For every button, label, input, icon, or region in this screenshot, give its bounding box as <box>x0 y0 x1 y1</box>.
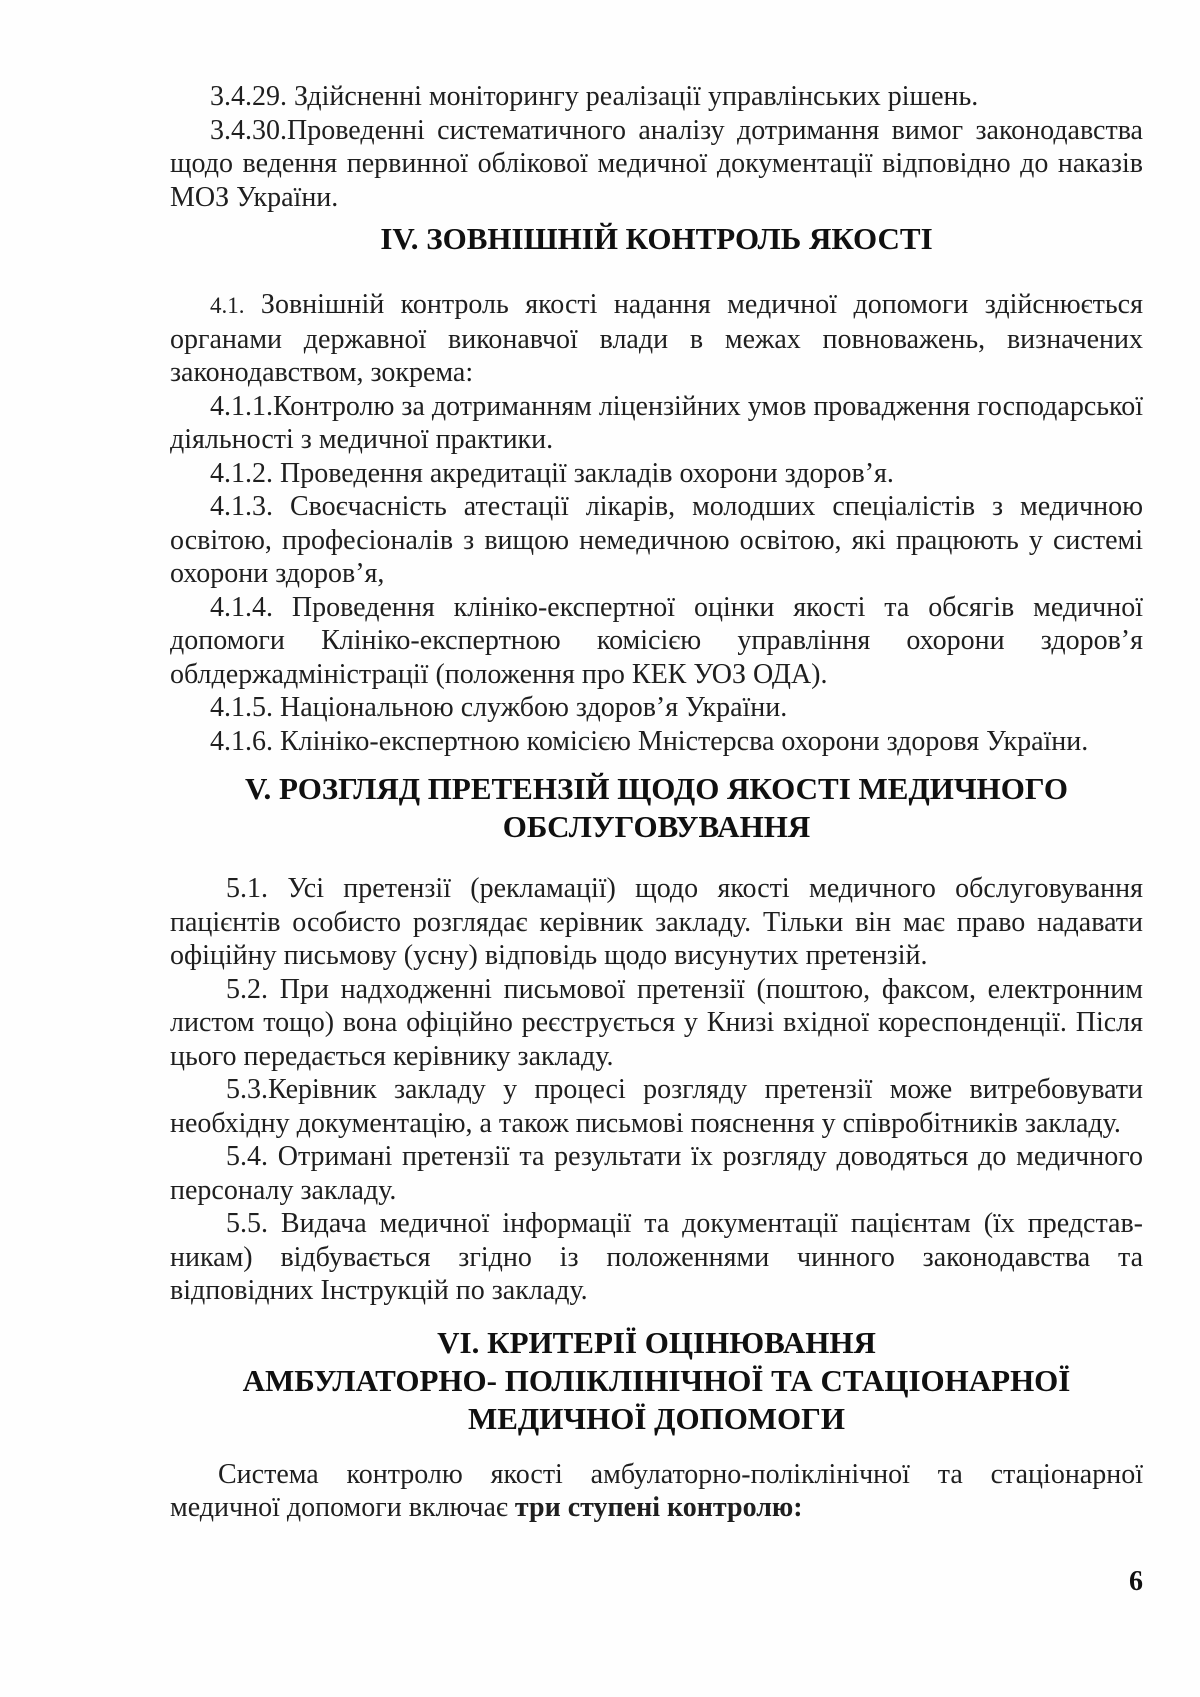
section-vi-heading-line-2: АМБУЛАТОРНО- ПОЛІКЛІНІЧНОЇ ТА СТАЦІОНАРНОЇ <box>242 1362 1071 1398</box>
section-vi-intro-bold-text: три ступені контролю: <box>514 1492 803 1523</box>
clause-4-1-5: 4.1.5. Національною службою здоров’я України. <box>210 692 788 723</box>
section-iv-heading: IV. ЗОВНІШНІЙ КОНТРОЛЬ ЯКОСТІ <box>380 221 933 256</box>
clause-5-4: 5.4. Отримані претензії та результати їх розгляду доводяться до медичного персоналу закладу. <box>170 1141 1143 1206</box>
clause-4-1-6: 4.1.6. Клініко-експертною комісією Мністерсва охорони здоровя України. <box>210 725 1089 757</box>
section-v-heading <box>170 770 1143 846</box>
clause-4-1 <box>170 288 1143 390</box>
section-v-heading-line-2: ОБСЛУГОВУВАННЯ <box>502 809 811 844</box>
clause-4-1-number: 4.1. <box>210 293 245 318</box>
clause-3-4-30: 3.4.30.Проведенні систематичного аналізу дотримання вимог законодавства щодо ведення первинної облікової медичної документації відповідно до наказів МОЗ України. <box>170 114 1143 213</box>
section-vi-intro-text: Система контролю якості амбулаторно-поліклінічної та стаціонарної медичної допомоги включає <box>170 1458 1143 1523</box>
section-vi-intro-paragraph <box>170 1458 1143 1525</box>
section-vi-heading-line-3: МЕДИЧНОЇ ДОПОМОГИ <box>467 1400 846 1436</box>
section-vi-heading-line-1: VI. КРИТЕРІЇ ОЦІНЮВАННЯ <box>437 1324 876 1360</box>
clause-5-1: 5.1. Усі претензії (рекламації) щодо якості медичного обслуговування пацієнтів особисто розглядає керівник закладу. Тільки він має право надавати офіційну письмову (усну) відповідь щодо висунутих претензій. <box>170 873 1143 971</box>
section-vi-heading <box>170 1324 1143 1438</box>
clause-3-4-29: 3.4.29. Здійсненні моніторингу реалізації управлінських рішень. <box>210 81 979 112</box>
clause-4-1-4: 4.1.4. Проведення клініко-експертної оцінки якості та обсягів медичної допомоги Клініко-експертною комісією управління охорони здоров’я облдержадміністрації (положення про КЕК УОЗ ОДА). <box>170 591 1143 690</box>
clause-5-3: 5.3.Керівник закладу у процесі розгляду претензії може витребовувати необхідну документацію, а також письмові пояснення у співробітників закладу. <box>170 1074 1143 1139</box>
clause-4-1-1: 4.1.1.Контролю за дотриманням ліцензійних умов провадження господарської діяльності з медичної практики. <box>170 390 1144 455</box>
clause-4-1-2: 4.1.2. Проведення акредитації закладів охорони здоров’я. <box>210 457 894 489</box>
clause-4-1-3: 4.1.3. Своєчасність атестації лікарів, молодших спеціалістів з медичною освітою, професіоналів з вищою немедичною освітою, які працюють у системі охорони здоров’я, <box>170 491 1143 589</box>
clause-5-5: 5.5. Видача медичної інформації та документації пацієнтам (їх представ-никам) відбувається згідно із положеннями чинного законодавства та відповідних Інструкцій по закладу. <box>170 1208 1143 1306</box>
section-v-heading-line-1: V. РОЗГЛЯД ПРЕТЕНЗІЙ ЩОДО ЯКОСТІ МЕДИЧНОГО <box>245 771 1068 806</box>
clause-4-1-text: Зовнішній контроль якості надання медичної допомоги здійснюється органами державної виконавчої влади в межах повноважень, визначених законодавством, зокрема: <box>170 289 1143 388</box>
clause-5-2: 5.2. При надходженні письмової претензії (поштою, факсом, електронним листом тощо) вона офіційно реєструється у Книзі вхідної кореспонденції. Після цього передається керівнику закладу. <box>170 973 1143 1072</box>
page-number: 6 <box>1129 1566 1143 1597</box>
